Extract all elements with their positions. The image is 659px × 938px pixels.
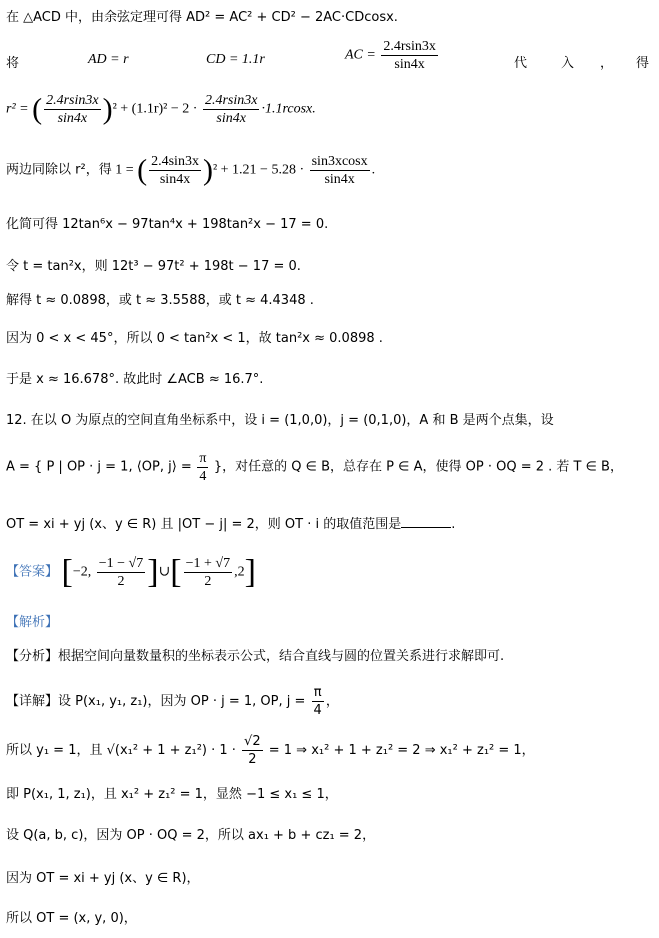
detail-2-left: 所以 y₁ = 1，且 √(x₁² + 1 + z₁²) · 1 · [6, 743, 236, 758]
sqrt2-numerator: √2 [244, 734, 261, 749]
ac-fraction [381, 38, 438, 73]
detail-line-2 [6, 733, 535, 768]
divided-equation [6, 153, 375, 188]
left-bracket-1: [ [61, 553, 73, 591]
ad-equals-r: AD = r [88, 52, 129, 67]
open-paren: ( [32, 92, 43, 126]
answer-part-2: ,2 [234, 564, 245, 580]
right-bracket-1: ] [147, 553, 159, 591]
right-bracket-2: ] [244, 553, 256, 591]
ac-fraction-numerator: 2.4rsin3x [383, 39, 436, 54]
fraction-2-denominator: sin4x [216, 111, 246, 126]
detail-2-right: = 1 ⇒ x₁² + 1 + z₁² = 2 ⇒ x₁² + z₁² = 1， [268, 743, 535, 758]
analysis-label [6, 613, 58, 633]
detail-pi-numerator: π [312, 684, 324, 702]
union-symbol: ∪ [158, 564, 171, 580]
four-denominator: 4 [199, 469, 207, 484]
fraction-1-denominator: sin4x [57, 111, 88, 126]
ac-fraction-expr [345, 38, 440, 73]
detail-1-end: ， [325, 694, 339, 709]
pi-over-4-fraction [197, 450, 208, 485]
answer-fraction-2 [184, 555, 232, 590]
detail-1-text: 设 P(x₁, y₁, z₁)，因为 OP · j = 1, OP, j = [58, 694, 306, 709]
xiangjie-label: 【详解】 [6, 694, 59, 709]
divide-prefix: 两边同除以 r²，得 [6, 162, 112, 178]
fenxi-label: 【分析】 [6, 649, 59, 664]
ac-fraction-denominator: sin4x [394, 57, 425, 72]
answer-fraction-2-numerator: −1 + √7 [185, 556, 231, 571]
fraction-1 [44, 92, 101, 127]
substitute-word-de: 得 [636, 56, 650, 71]
pi-numerator: π [199, 451, 207, 466]
problem-12-set-a [6, 450, 623, 485]
problem-12-question [6, 513, 455, 535]
ac-label: AC = [345, 47, 376, 63]
answer-fraction-1-denominator: 2 [117, 574, 125, 589]
answer-fraction-2-denominator: 2 [204, 574, 212, 589]
set-a-left: A = { P | OP · j = 1, ⟨OP, j⟩ = [6, 459, 192, 475]
substitute-word-dai: 代 [514, 56, 528, 71]
close-paren-2: ) [202, 153, 213, 187]
substitute-comma: ， [600, 56, 614, 71]
answer-part-1: −2, [72, 564, 92, 580]
end-period: . [371, 162, 376, 178]
substitute-word-ru: 入 [561, 56, 575, 71]
angle-result: 于是 x ≈ 16.678°. 故此时 ∠ACB ≈ 16.7°. [6, 372, 264, 387]
fraction-4-denominator: sin4x [324, 172, 355, 187]
answer-fraction-1 [97, 555, 145, 590]
detail-pi-denominator: 4 [313, 703, 322, 718]
detail-pi-fraction [312, 684, 324, 719]
fraction-3-denominator: sin4x [159, 172, 191, 187]
detail-line-1 [6, 684, 339, 719]
range-reasoning: 因为 0 < x < 45°，所以 0 < tan²x < 1，故 tan²x ≈ 0.0898 . [6, 331, 383, 346]
middle-terms-2: ² + 1.21 − 5.28 · [212, 162, 305, 178]
cd-equals-1-1r: CD = 1.1r [206, 52, 265, 67]
r-squared-equals: r² = [6, 101, 29, 117]
detail-line-5: 因为 OT = xi + yj (x、y ∈ R)， [6, 871, 200, 886]
close-paren: ) [102, 92, 113, 126]
fraction-3-numerator: 2.4sin3x [151, 154, 199, 169]
answer-label: 【答案】 [6, 564, 59, 580]
one-equals: 1 = [115, 162, 134, 178]
detail-line-6: 所以 OT = (x, y, 0)， [6, 911, 137, 926]
middle-terms: ² + (1.1r)² − 2 · [112, 101, 198, 117]
simplified-equation: 化简可得 12tan⁶x − 97tan⁴x + 198tan²x − 17 = 0. [6, 217, 329, 232]
substituted-equation [6, 92, 316, 127]
substitution-t: 令 t = tan²x，则 12t³ − 97t² + 198t − 17 = 0. [6, 259, 301, 274]
open-paren-2: ( [137, 153, 148, 187]
fraction-3 [149, 153, 201, 188]
analysis-label-text: 【解析】 [6, 615, 59, 630]
left-bracket-2: [ [170, 553, 182, 591]
answer-fraction-1-numerator: −1 − √7 [98, 556, 144, 571]
fraction-4-numerator: sin3xcosx [311, 154, 368, 169]
fraction-1-numerator: 2.4rsin3x [46, 93, 99, 108]
answer-blank [401, 513, 451, 528]
detail-line-3: 即 P(x₁, 1, z₁)，且 x₁² + z₁² = 1，显然 −1 ≤ x₁ ≤ 1， [6, 787, 338, 802]
solutions-t: 解得 t ≈ 0.0898，或 t ≈ 3.5588，或 t ≈ 4.4348 . [6, 293, 314, 308]
set-a-right: }，对任意的 Q ∈ B，总存在 P ∈ A，使得 OP · OQ = 2 . 若 T ∈ B， [213, 459, 623, 475]
substitute-word-jiang: 将 [6, 56, 20, 71]
answer-line [6, 555, 256, 590]
problem-12-statement: 12. 在以 O 为原点的空间直角坐标系中，设 i = (1,0,0)，j = (0,1,0)，A 和 B 是两个点集，设 [6, 413, 554, 428]
question-text: OT = xi + yj (x、y ∈ R) 且 |OT − j| = 2，则 OT · i 的取值范围是 [6, 517, 402, 532]
fenxi-text: 根据空间向量数量积的坐标表示公式，结合直线与圆的位置关系进行求解即可. [58, 649, 505, 664]
question-end: . [451, 517, 456, 532]
end-terms: ·1.1rcosx. [261, 101, 316, 117]
fraction-2-numerator: 2.4rsin3x [204, 93, 258, 108]
fraction-4 [310, 153, 370, 188]
analysis-summary [6, 647, 504, 667]
two-denominator: 2 [248, 752, 257, 767]
sqrt2-over-2-fraction [242, 733, 263, 768]
cosine-law-line: 在 △ACD 中，由余弦定理可得 AD² = AC² + CD² − 2AC·CDcosx. [6, 10, 398, 25]
fraction-2 [203, 92, 260, 127]
detail-line-4: 设 Q(a, b, c)，因为 OP · OQ = 2，所以 ax₁ + b + cz₁ = 2， [6, 828, 376, 843]
